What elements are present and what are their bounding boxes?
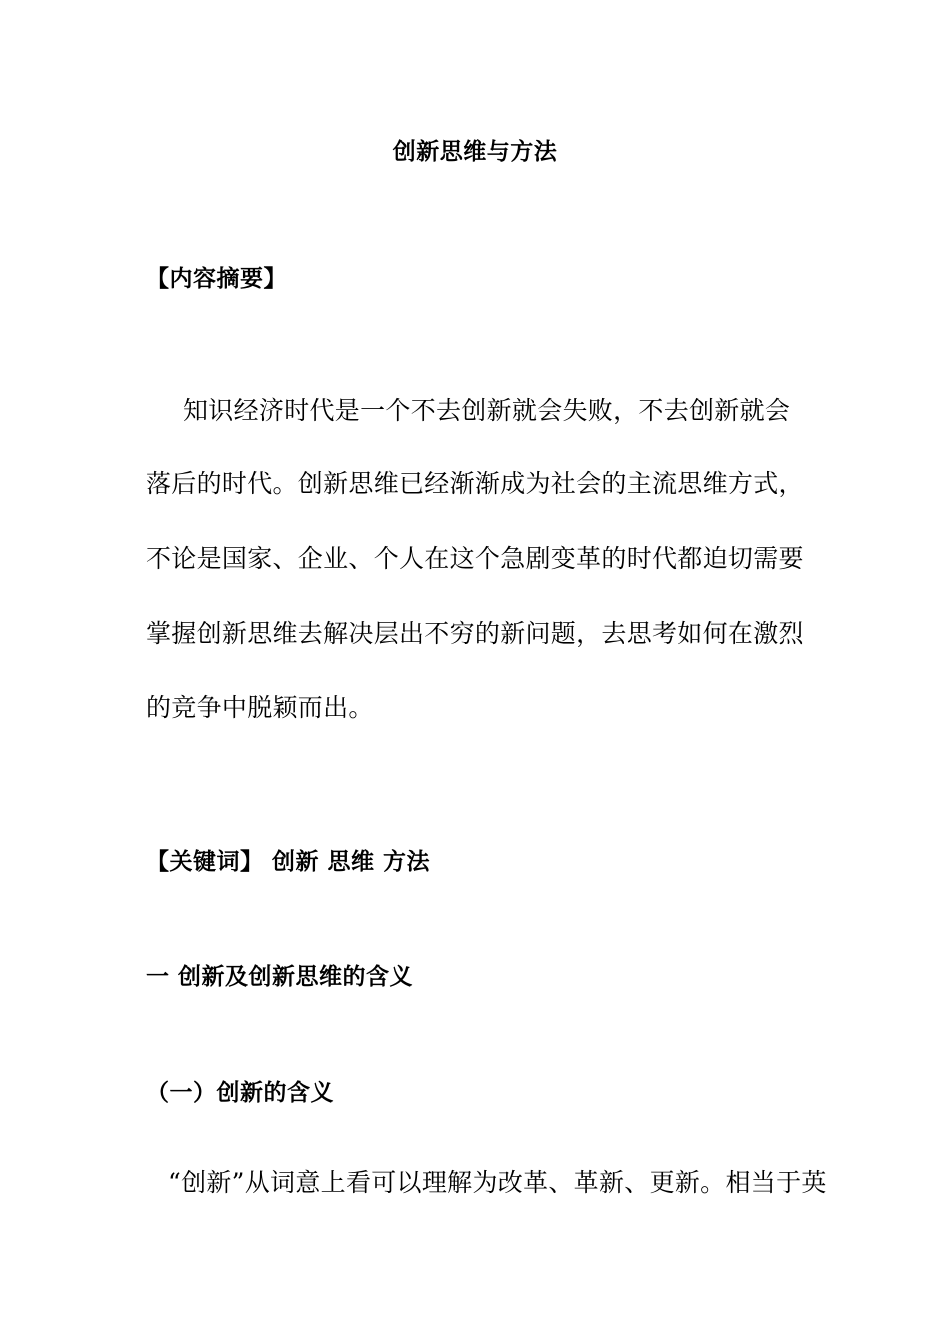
abstract-line-5: 的竞争中脱颖而出。 [146,693,374,722]
document-title: 创新思维与方法 [392,139,558,165]
abstract-line-4: 掌握创新思维去解决层出不穷的新问题，去思考如何在激烈 [146,619,804,648]
subsection-heading-1: （一）创新的含义 [146,1080,334,1106]
keywords-line: 【关键词】 创新 思维 方法 [146,849,431,875]
body-paragraph-line: “创新”从词意上看可以理解为改革、革新、更新。相当于英 [168,1168,827,1197]
abstract-line-3: 不论是国家、企业、个人在这个急剧变革的时代都迫切需要 [146,544,804,573]
section-heading-1: 一 创新及创新思维的含义 [146,964,414,990]
abstract-line-1: 知识经济时代是一个不去创新就会失败，不去创新就会 [183,396,791,425]
abstract-line-2: 落后的时代。创新思维已经渐渐成为社会的主流思维方式， [146,469,804,498]
abstract-heading: 【内容摘要】 [146,266,287,292]
